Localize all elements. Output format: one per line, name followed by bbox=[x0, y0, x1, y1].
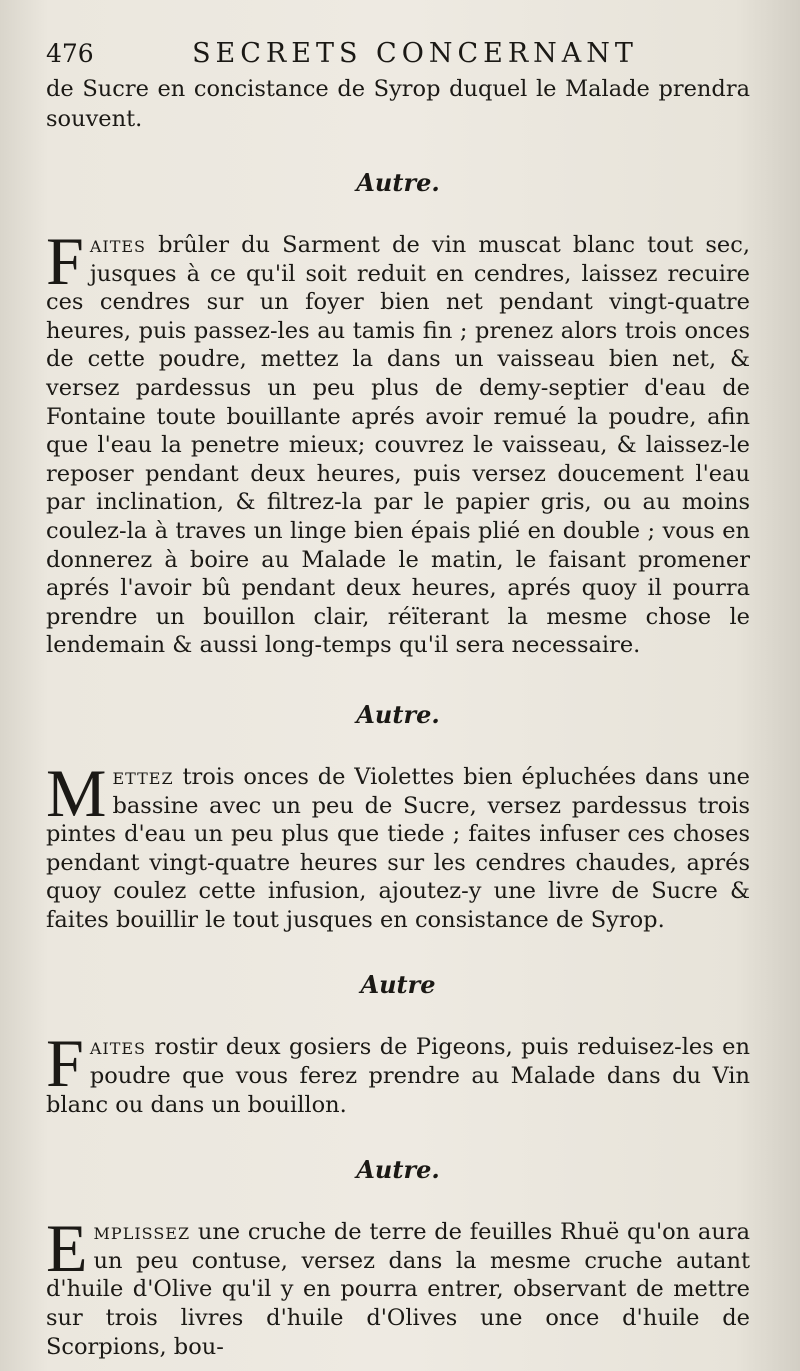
recipe-paragraph bbox=[46, 754, 750, 935]
section-heading: Autre. bbox=[356, 1155, 440, 1185]
paragraph-text: une cruche de terre de feuilles Rhuë qu'on aura un peu contuse, versez dans la mesme cruche autant d'huile d'Olive qu'il y en pourra entrer, observant de mettre sur trois livres d'huile d'Olives une once d'huile de Scorpions, bou- bbox=[46, 1219, 750, 1360]
continuation-text: de Sucre en concistance de Syrop duquel le Malade prendra souvent. bbox=[46, 76, 750, 132]
section-heading: Autre bbox=[360, 970, 436, 1000]
recipe-paragraph bbox=[46, 1210, 750, 1361]
page-number: 476 bbox=[46, 39, 94, 68]
lead-word: aites bbox=[89, 232, 147, 258]
recipe-section bbox=[46, 1155, 750, 1361]
recipe-section bbox=[46, 168, 750, 660]
drop-cap: E bbox=[46, 1210, 88, 1287]
recipe-paragraph bbox=[46, 1025, 750, 1119]
drop-cap: M bbox=[46, 754, 107, 831]
recipe-section bbox=[46, 700, 750, 935]
lead-word: aites bbox=[89, 1034, 147, 1061]
paragraph-text: rostir deux gosiers de Pigeons, puis reduisez-les en poudre que vous ferez prendre au Malade dans du Vin blanc ou dans un bouillon. bbox=[46, 1034, 750, 1118]
section-heading: Autre. bbox=[356, 168, 440, 197]
recipe-paragraph bbox=[46, 223, 750, 660]
page-header bbox=[46, 38, 750, 74]
recipe-section bbox=[46, 970, 750, 1119]
drop-cap: F bbox=[46, 223, 84, 299]
lead-word: mplissez bbox=[93, 1219, 191, 1246]
paragraph-text: trois onces de Violettes bien épluchées dans une bassine avec un peu de Sucre, versez pardessus trois pintes d'eau un peu plus que tiede ; faites infuser ces choses pendant vingt-quatre heures sur les cendres chaudes, aprés quoy coulez cette infusion, ajoutez-y une livre de Sucre & faites bouillir le tout jusques en consistance de Syrop. bbox=[46, 763, 750, 933]
drop-cap: F bbox=[46, 1025, 84, 1102]
lead-word: ettez bbox=[112, 763, 174, 790]
running-title: SECRETS CONCERNANT bbox=[192, 38, 638, 69]
section-heading: Autre. bbox=[356, 699, 440, 729]
paragraph-text: brûler du Sarment de vin muscat blanc tout sec, jusques à ce qu'il soit reduit en cendres, laissez recuire ces cendres sur un foyer bien net pendant vingt-quatre heures, puis passez-les au tamis fin ; prenez alors trois onces de cette poudre, mettez la dans un vaisseau bien net, & versez pardessus un peu plus de demy-septier d'eau de Fontaine toute bouillante aprés avoir remué la poudre, afin que l'eau la penetre mieux; couvrez le vaisseau, & laissez-le reposer pendant deux heures, puis versez doucement l'eau par inclination, & filtrez-la par le papier gris, ou au moins coulez-la à traves un linge bien épais plié en double ; vous en donnerez à boire au Malade le matin, le faisant promener aprés l'avoir bû pendant deux heures, aprés quoy il pourra prendre un bouillon clair, réïterant la mesme chose le lendemain & aussi long-temps qu'il sera necessaire. bbox=[46, 232, 750, 659]
